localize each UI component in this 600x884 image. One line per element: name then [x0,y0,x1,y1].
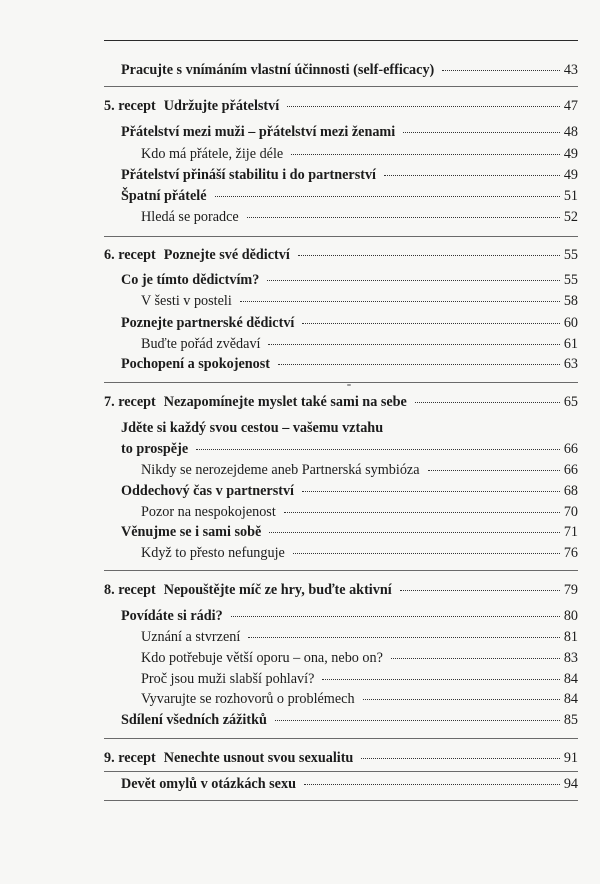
dot-leader [442,69,560,71]
toc-entry-title: Povídáte si rádi? [121,608,223,624]
toc-entry [0,59,600,81]
toc-entry-title: Oddechový čas v partnerství [121,483,295,499]
toc-entry-title: Hledá se poradce [141,209,239,225]
toc-entry [0,773,600,795]
toc-entry [0,647,600,669]
toc-entry-page: 91 [563,750,578,766]
dot-leader [291,153,560,155]
dot-leader [428,469,560,471]
toc-entry [0,438,600,460]
dot-leader [361,757,559,759]
toc-entry-title: Špatní přátelé [121,188,207,204]
dot-leader [268,343,559,345]
toc-entry [0,185,600,207]
toc-entry-title: Přátelství přináší stabilitu i do partnerství [121,167,376,183]
toc-entry-page: 76 [563,545,578,561]
dot-leader [278,363,560,365]
top-rule [104,40,578,41]
toc-entry-page: 48 [563,124,578,140]
recipe-number: 9. recept [104,750,156,766]
recipe-title: Nezapomínejte myslet také sami na sebe [163,394,407,410]
toc-entry-page: 84 [563,691,578,707]
toc-entry [0,459,600,481]
dot-leader [384,174,560,176]
toc-entry [0,480,600,502]
toc-entry-title: Sdílení všedních zážitků [121,712,267,728]
recipe-title: Nepouštějte míč ze hry, buďte aktivní [163,582,392,598]
dot-leader [215,195,560,197]
toc-entry-title: to prospěje [121,441,189,457]
dot-leader [231,615,560,617]
section-divider [104,771,578,772]
toc-recipe-heading [0,747,600,769]
toc-entry-page: 85 [563,712,578,728]
toc-entry [0,121,600,143]
toc-entry-title: Kdo potřebuje větší oporu – ona, nebo on? [141,650,383,666]
section-divider [104,800,578,801]
dot-leader [247,216,560,218]
toc-entry [0,501,600,523]
toc-entry-page: 81 [563,629,578,645]
toc-entry-page: 55 [563,247,578,263]
section-divider [104,86,578,87]
toc-entry-page: 49 [563,146,578,162]
toc-entry [0,668,600,690]
toc-entry-page: 61 [563,336,578,352]
dot-leader [293,552,560,554]
toc-entry-page: 83 [563,650,578,666]
toc-entry [0,542,600,564]
toc-entry [0,312,600,334]
recipe-title: Udržujte přátelství [163,98,280,114]
print-smudge [347,384,351,386]
toc-entry-title: Pracujte s vnímáním vlastní účinnosti (self-efficacy) [121,62,435,78]
recipe-number: 8. recept [104,582,156,598]
toc-entry-page: 49 [563,167,578,183]
dot-leader [403,131,560,133]
toc-entry-title: Vyvarujte se rozhovorů o problémech [141,691,355,707]
toc-entry-page: 66 [563,441,578,457]
dot-leader [248,636,560,638]
toc-entry-title: Uznání a stvrzení [141,629,241,645]
toc-recipe-heading [0,579,600,601]
dot-leader [269,531,560,533]
toc-entry-title: Pochopení a spokojenost [121,356,270,372]
toc-entry-page: 79 [563,582,578,598]
toc-entry-title: Kdo má přátele, žije déle [141,146,284,162]
toc-entry [0,353,600,375]
toc-entry-title: Přátelství mezi muži – přátelství mezi ženami [121,124,396,140]
toc-entry [0,269,600,291]
dot-leader [287,105,560,107]
toc-entry-page: 47 [563,98,578,114]
toc-entry-page: 65 [563,394,578,410]
toc-entry-title: Co je tímto dědictvím? [121,272,260,288]
recipe-title: Poznejte své dědictví [163,247,290,263]
dot-leader [298,254,560,256]
dot-leader [304,783,560,785]
toc-entry-page: 51 [563,188,578,204]
toc-entry-page: 60 [563,315,578,331]
toc-entry [0,333,600,355]
toc-entry-page: 66 [563,462,578,478]
toc-entry [0,688,600,710]
recipe-number: 5. recept [104,98,156,114]
dot-leader [400,589,560,591]
toc-entry-title: Devět omylů v otázkách sexu [121,776,296,792]
section-divider [104,570,578,571]
toc-entry-title: Proč jsou muži slabší pohlaví? [141,671,315,687]
recipe-number: 6. recept [104,247,156,263]
toc-entry-page: 68 [563,483,578,499]
section-divider [104,738,578,739]
toc-entry [0,521,600,543]
toc-entry [0,626,600,648]
toc-entry-page: 80 [563,608,578,624]
toc-entry-page: 84 [563,671,578,687]
dot-leader [322,678,559,680]
recipe-number: 7. recept [104,394,156,410]
toc-entry-page: 71 [563,524,578,540]
dot-leader [391,657,560,659]
toc-entry-title: Věnujme se i sami sobě [121,524,262,540]
toc-entry [0,164,600,186]
dot-leader [196,448,560,450]
dot-leader [267,279,560,281]
toc-entry-title: Nikdy se nerozejdeme aneb Partnerská symbióza [141,462,420,478]
toc-entry-page: 55 [563,272,578,288]
toc-entry-title: Buďte pořád zvědaví [141,336,261,352]
recipe-title: Nenechte usnout svou sexualitu [163,750,354,766]
toc-entry-page: 58 [563,293,578,309]
toc-recipe-heading [0,391,600,413]
toc-entry-title: V šesti v posteli [141,293,232,309]
toc-entry-page: 70 [563,504,578,520]
toc-recipe-heading [0,244,600,266]
section-divider [104,236,578,237]
toc-entry [0,605,600,627]
dot-leader [302,490,560,492]
toc-entry-title: Jděte si každý svou cestou – vašemu vztahu [121,420,384,436]
toc-entry [0,143,600,165]
dot-leader [275,719,560,721]
dot-leader [284,511,560,513]
dot-leader [240,300,560,302]
toc-entry [0,709,600,731]
toc-entry-page: 63 [563,356,578,372]
dot-leader [363,698,560,700]
toc-entry [0,206,600,228]
toc-entry [0,290,600,312]
toc-entry-title: Pozor na nespokojenost [141,504,276,520]
section-divider [104,382,578,383]
toc-entry-title: Když to přesto nefunguje [141,545,285,561]
toc-entry-title: Poznejte partnerské dědictví [121,315,295,331]
toc-recipe-heading [0,95,600,117]
toc-entry-page: 52 [563,209,578,225]
dot-leader [415,401,560,403]
toc-entry-page: 94 [563,776,578,792]
dot-leader [302,322,559,324]
toc-entry-page: 43 [563,62,578,78]
